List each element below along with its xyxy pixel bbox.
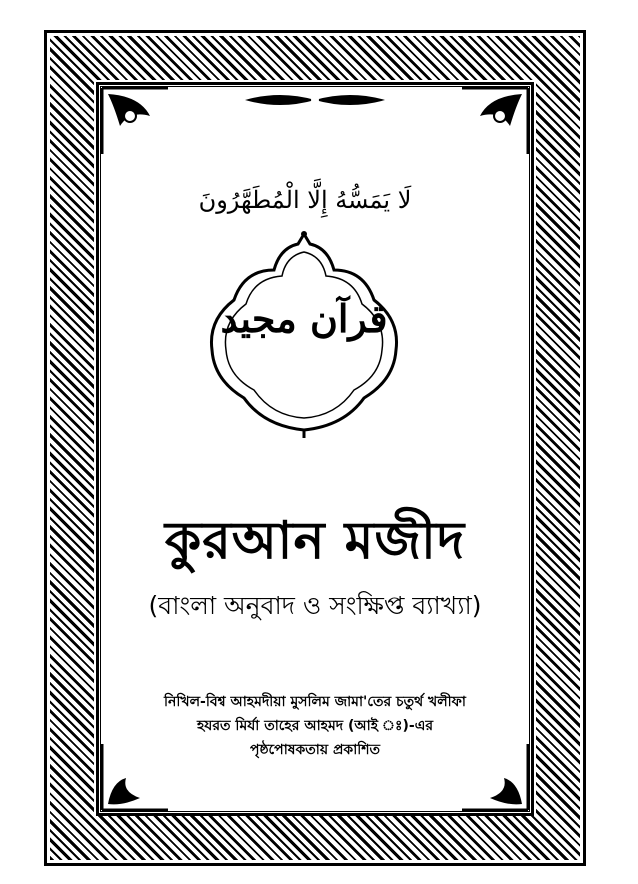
book-title: কুরআন মজীদ xyxy=(164,511,466,571)
publisher-line-1: নিখিল-বিশ্ব আহমদীয়া মুসলিম জামা'তের চতুর্থ খলীফা xyxy=(164,694,466,710)
publisher-line-3: পৃষ্ঠপোষকতায় প্রকাশিত xyxy=(249,742,381,758)
top-center-ornament xyxy=(245,90,385,110)
corner-ornament-top-left xyxy=(100,86,170,156)
arabic-verse: لَا يَمَسُّهُ إِلَّا الْمُطَهَّرُونَ xyxy=(198,186,412,214)
arabic-title: قرآن مجيد xyxy=(220,296,388,341)
book-subtitle: (বাংলা অনুবাদ ও সংক্ষিপ্ত ব্যাখ্যা) xyxy=(148,591,482,620)
corner-ornament-top-right xyxy=(460,86,530,156)
publisher-line-2: হযরত মির্যা তাহের আহমদ (আই ঃ)-এর xyxy=(196,718,434,734)
